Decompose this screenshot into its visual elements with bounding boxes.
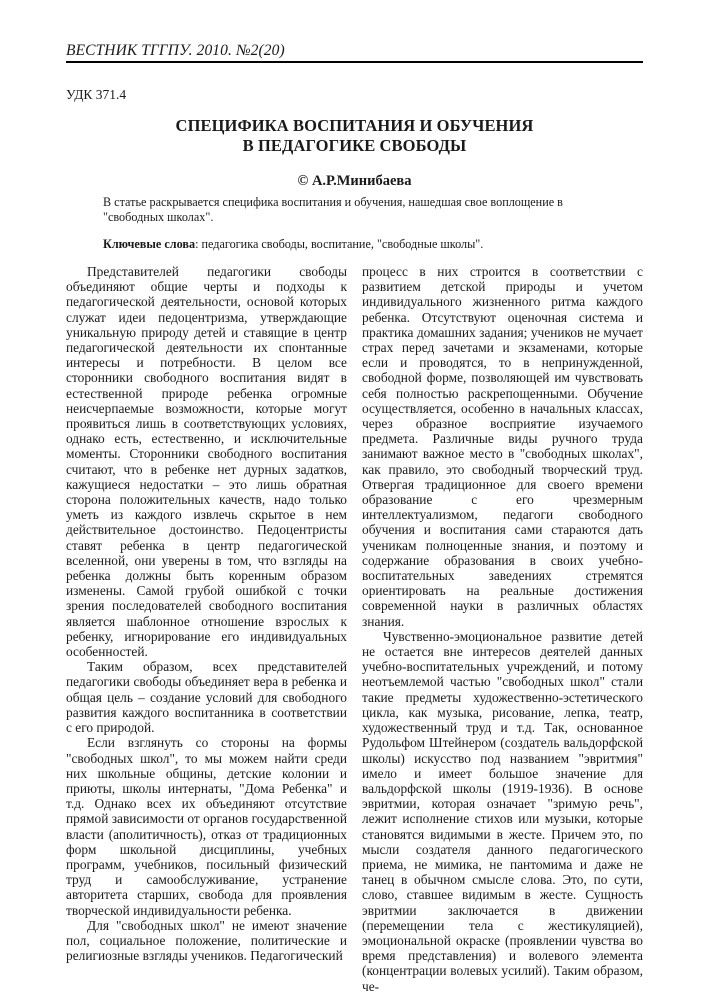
keywords (103, 237, 623, 252)
body-right-column (362, 264, 643, 994)
abstract: В статье раскрывается специфика воспитания и обучения, нашедшая свое воплощение в "свободных школах". (103, 195, 563, 224)
title-line-1: СПЕЦИФИКА ВОСПИТАНИЯ И ОБУЧЕНИЯ (175, 116, 534, 135)
paragraph: Представителей педагогики свободы объединяют общие черты и подходы к педагогической деятельности, основой которых служат идеи педоцентризма, утверждающие уникальную природу детей и ставящие в центр педагогической деятельности их спонтанные интересы и потребности. В целом все сторонники свободного воспитания видят в естественной природе ребенка огромные неисчерпаемые возможности, которые могут проявиться лишь в соответствующих условиях, однако есть, естественно, и исключительные моменты. Сторонники свободного воспитания считают, что в ребенке нет дурных задатков, кажущиеся недостатки – это лишь обратная сторона положительных качеств, надо только уметь из каждого извлечь скрытое в нем действительное достоинство. Педоцентристы ставят ребенка в центр педагогической вселенной, они уверены в том, что взгляды на ребенка должны быть коренным образом изменены. Самой грубой ошибкой с точки зрения последователей свободного воспитания является шаблонное отношение взрослых к ребенку, игнорирование его индивидуальных особенностей. (66, 264, 347, 660)
keywords-text: : педагогика свободы, воспитание, "свободные школы". (195, 237, 484, 251)
title-line-2: В ПЕДАГОГИКЕ СВОБОДЫ (242, 136, 467, 155)
paragraph: Таким образом, всех представителей педагогики свободы объединяет вера в ребенка и общая цель – создание условий для свободного развития каждого воспитанника в соответствии с его природой. (66, 659, 347, 736)
paragraph: Чувственно-эмоциональное развитие детей не остается вне интересов деятелей данных учебно-воспитательных учреждений, и потому неотъемлемой частью "свободных школ" стали такие предметы художественно-эстетического цикла, как музыка, рисование, лепка, театр, художественный труд и т.д. Так, основанное Рудольфом Штейнером (создатель вальдорфской школы) искусство под названием "эвритмия" имело и имеет большое значение для вальдорфской школы (1919-1936). В основе эвритмии, которая означает "зримую речь", лежит исполнение стихов или музыки, которые становятся видимыми в жесте. Причем это, по мысли создателя данного педагогического приема, не мимика, не пантомима и даже не танец в обычном смысле слова. Это, по сути, слово, ставшее видимым в жесте. Сущность эвритмии заключается в движении (перемещении тела с жестикуляцией), эмоциональной окраске (проявлении чувства во время представления) и волевого элемента (концентрации волевых усилий). Таким образом, че- (362, 628, 643, 994)
keywords-label: Ключевые слова (103, 237, 196, 251)
paragraph: Если взглянуть со стороны на формы "свободных школ", то мы можем найти среди них школьные общины, детские колонии и приюты, школы интернаты, "Дома Ребенка" и т.д. Однако всех их объединяют отсутствие прямой зависимости от органов государственной власти (аполитичность), отказ от традиционных форм школьной дисциплины, учебных программ, учебников, посильный физический труд и самообслуживание, устранение авторитета старших, свобода для проявления творческой индивидуальности ребенка. (66, 735, 347, 918)
body-left-column (66, 264, 347, 963)
article-title (66, 116, 643, 156)
journal-running-head: ВЕСТНИК ТГГПУ. 2010. №2(20) (66, 42, 285, 59)
paragraph-continued: процесс в них строится в соответствии с развитием детской природы и учетом индивидуального жизненного ритма каждого ребенка. Отсутствуют оценочная система и практика домашних задания; учеников не мучает страх перед зачетами и экзаменами, которые если и проводятся, то в непринужденной, свободной форме, позволяющей им чувствовать себя полностью раскрепощенными. Обучение осуществляется, особенно в начальных классах, через образное восприятие изучаемого предмета. Различные виды ручного труда занимают важное место в "свободных школах", как правило, это свободный творческий труд. Отвергая традиционное для своего времени образование с его чрезмерным интеллектуализмом, педагоги свободного обучения и воспитания сами стараются дать ученикам полноценные знания, и поэтому и содержание образования в своих учебно-воспитательных заведениях стремятся ориентировать на реальные достижения современной науки в различных областях знания. (362, 264, 643, 629)
udk-code: УДК 371.4 (66, 87, 127, 102)
header-rule (66, 61, 643, 63)
author-byline: © А.Р.Минибаева (297, 173, 412, 189)
paragraph: Для "свободных школ" не имеют значение пол, социальное положение, политические и религиозные взгляды учеников. Педагогический (66, 917, 347, 964)
